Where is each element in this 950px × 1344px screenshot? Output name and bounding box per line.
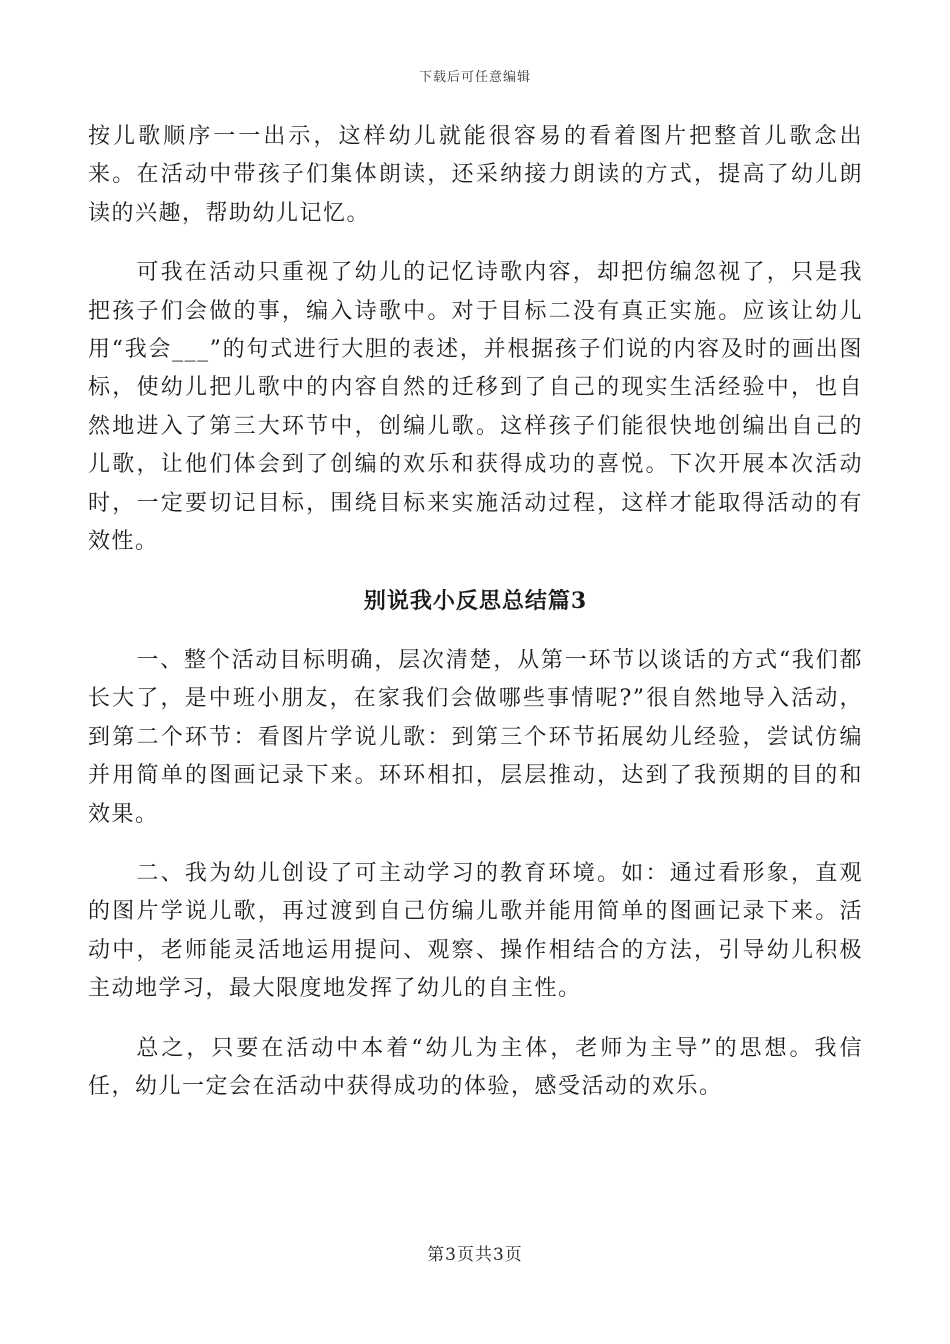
body-paragraph: 可我在活动只重视了幼儿的记忆诗歌内容，却把仿编忽视了，只是我把孩子们会做的事，编入诗歌中。对于目标二没有真正实施。应该让幼儿用“我会___”的句式进行大胆的表述，并根据孩子们说的内容及时的画出图标，使幼儿把儿歌中的内容自然的迁移到了自己的现实生活经验中，也自然地进入了第三大环节中，创编儿歌。这样孩子们能很快地创编出自己的儿歌，让他们体会到了创编的欢乐和获得成功的喜悦。下次开展本次活动时，一定要切记目标，围绕目标来实施活动过程，这样才能取得活动的有效性。 (88, 260, 863, 555)
section-paragraph: 总之，只要在活动中本着“幼儿为主体，老师为主导”的思想。我信任，幼儿一定会在活动中获得成功的体验，感受活动的欢乐。 (88, 1035, 863, 1099)
section-title: 别说我小反思总结篇3 (363, 588, 588, 615)
section-paragraph: 二、我为幼儿创设了可主动学习的教育环境。如：通过看形象，直观的图片学说儿歌，再过渡到自己仿编儿歌并能用简单的图画记录下来。活动中，老师能灵活地运用提问、观察、操作相结合的方法，引导幼儿积极主动地学习，最大限度地发挥了幼儿的自主性。 (88, 860, 863, 1002)
page-number-footer: 第3页共3页 (427, 1245, 523, 1265)
section-paragraph: 一、整个活动目标明确，层次清楚，从第一环节以谈话的方式“我们都长大了，是中班小朋友，在家我们会做哪些事情呢?”很自然地导入活动，到第二个环节：看图片学说儿歌：到第三个环节拓展幼儿经验，尝试仿编并用简单的图画记录下来。环环相扣，层层推动，达到了我预期的目的和效果。 (88, 647, 863, 827)
body-paragraph-continued: 按儿歌顺序一一出示，这样幼儿就能很容易的看着图片把整首儿歌念出来。在活动中带孩子们集体朗读，还采纳接力朗读的方式，提高了幼儿朗读的兴趣，帮助幼儿记忆。 (88, 124, 863, 226)
document-body (88, 118, 863, 1106)
page-header-note: 下载后可任意编辑 (418, 70, 531, 85)
